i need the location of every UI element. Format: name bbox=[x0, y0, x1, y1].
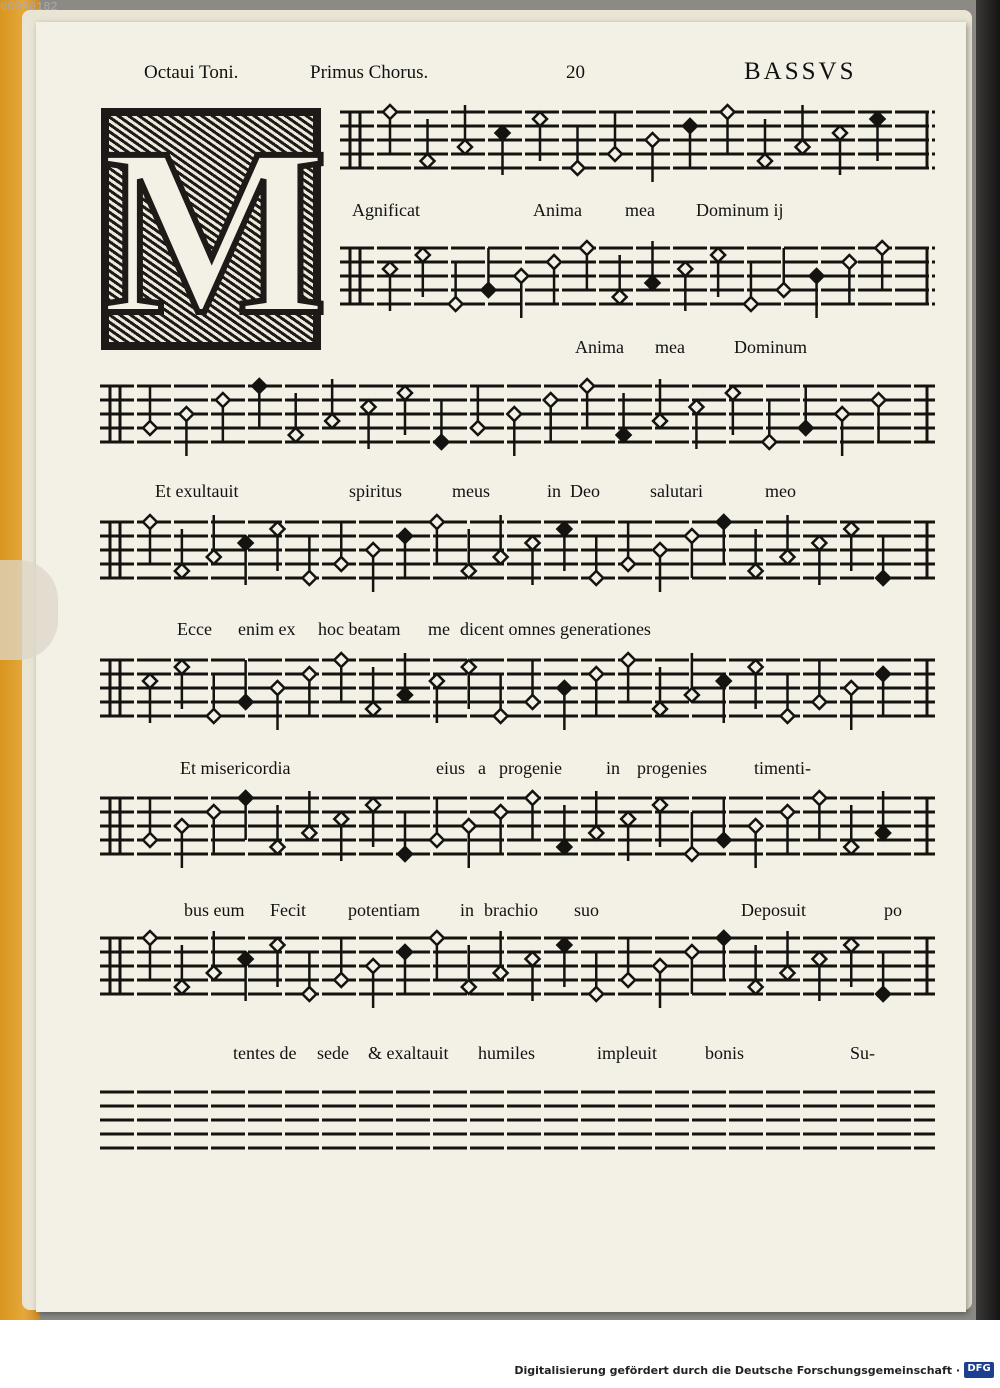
lyric-word: sede bbox=[317, 1043, 349, 1063]
note bbox=[252, 379, 266, 428]
note bbox=[685, 812, 699, 861]
lyric-word: Fecit bbox=[270, 900, 306, 920]
note bbox=[302, 667, 316, 716]
note bbox=[580, 379, 594, 428]
note bbox=[580, 241, 594, 290]
lyric-word: bonis bbox=[705, 1043, 745, 1063]
note bbox=[844, 681, 858, 730]
note bbox=[430, 931, 444, 980]
note bbox=[621, 938, 635, 987]
lyric-word: timenti- bbox=[754, 758, 811, 778]
lyric-word: progenies bbox=[637, 758, 707, 778]
lyric-word: meo bbox=[765, 481, 796, 501]
lyric-word: Anima bbox=[533, 200, 582, 220]
note bbox=[544, 393, 558, 442]
staff-8 bbox=[100, 1092, 935, 1148]
note bbox=[207, 674, 221, 723]
note bbox=[271, 681, 285, 730]
chorus-label: Primus Chorus. bbox=[310, 62, 429, 83]
note bbox=[430, 798, 444, 847]
lyric-word: Su- bbox=[850, 1043, 876, 1063]
note bbox=[717, 798, 731, 847]
lyric-word: enim ex bbox=[238, 619, 296, 639]
note bbox=[621, 522, 635, 571]
note bbox=[646, 133, 660, 182]
note bbox=[143, 798, 157, 847]
note bbox=[526, 791, 540, 840]
staff-7 bbox=[100, 931, 935, 1008]
note bbox=[398, 529, 412, 578]
lyric-word: eius bbox=[436, 758, 465, 778]
note bbox=[876, 536, 890, 585]
note bbox=[547, 255, 561, 304]
lyric-word: mea bbox=[655, 337, 685, 357]
lyric-word: spiritus bbox=[349, 481, 403, 501]
digitization-credit: Digitalisierung gefördert durch die Deutsche Forschungsgemeinschaft · bbox=[514, 1364, 960, 1377]
lyric-word: Et misericordia bbox=[180, 758, 291, 778]
tone-label: Octaui Toni. bbox=[144, 62, 239, 83]
note bbox=[494, 674, 508, 723]
note bbox=[302, 536, 316, 585]
note bbox=[366, 959, 380, 1008]
lyric-word: humiles bbox=[478, 1043, 535, 1063]
lyric-word: Deo bbox=[570, 481, 600, 501]
note bbox=[494, 805, 508, 854]
note bbox=[608, 112, 622, 161]
note bbox=[434, 400, 448, 449]
note bbox=[383, 105, 397, 154]
note bbox=[526, 660, 540, 709]
note bbox=[143, 515, 157, 564]
lyric-word: tentes de bbox=[233, 1043, 297, 1063]
note bbox=[239, 791, 253, 840]
note bbox=[717, 515, 731, 564]
lyric-word: me bbox=[428, 619, 450, 639]
scan-id: 00090182 bbox=[0, 0, 58, 14]
lyric-word: Dominum bbox=[734, 337, 808, 357]
note bbox=[366, 543, 380, 592]
page-number: 20 bbox=[566, 62, 585, 83]
lyric-word: bus eum bbox=[184, 900, 245, 920]
lyric-word: Deposuit bbox=[741, 900, 806, 920]
note bbox=[557, 681, 571, 730]
note bbox=[589, 536, 603, 585]
lyric-word: & exaltauit bbox=[368, 1043, 449, 1063]
note bbox=[683, 119, 697, 168]
note bbox=[398, 812, 412, 861]
initial-letter: M bbox=[101, 98, 328, 364]
lyric-word: potentiam bbox=[348, 900, 420, 920]
note bbox=[781, 674, 795, 723]
note bbox=[781, 805, 795, 854]
note bbox=[334, 522, 348, 571]
staff-4 bbox=[100, 515, 935, 592]
lyric-word: progenie bbox=[499, 758, 562, 778]
note bbox=[721, 105, 735, 154]
note bbox=[302, 952, 316, 1001]
note bbox=[589, 667, 603, 716]
dfg-logo bbox=[964, 1362, 994, 1378]
lyric-word: a bbox=[478, 758, 486, 778]
lyric-word: Dominum ij bbox=[696, 200, 784, 220]
note bbox=[449, 262, 463, 311]
note bbox=[685, 945, 699, 994]
note bbox=[471, 386, 485, 435]
lyric-word: Et exultauit bbox=[155, 481, 239, 501]
staff-2 bbox=[340, 241, 935, 318]
note bbox=[143, 386, 157, 435]
note bbox=[430, 515, 444, 564]
lyric-word: Agnificat bbox=[352, 200, 420, 220]
lyric-word: salutari bbox=[650, 481, 703, 501]
lyric-word: in bbox=[460, 900, 475, 920]
note bbox=[653, 543, 667, 592]
note bbox=[835, 407, 849, 456]
lyric-word: po bbox=[884, 900, 902, 920]
note bbox=[207, 805, 221, 854]
note bbox=[875, 241, 889, 290]
note bbox=[876, 952, 890, 1001]
staff-3 bbox=[100, 379, 935, 456]
note bbox=[143, 931, 157, 980]
note bbox=[589, 952, 603, 1001]
note bbox=[749, 819, 763, 868]
note bbox=[507, 407, 521, 456]
voice-label: BASSVS bbox=[744, 58, 857, 85]
note bbox=[571, 126, 585, 175]
note bbox=[462, 819, 476, 868]
note bbox=[762, 400, 776, 449]
note bbox=[239, 660, 253, 709]
lyric-word: hoc beatam bbox=[318, 619, 401, 639]
lyric-word: in bbox=[606, 758, 621, 778]
note bbox=[398, 945, 412, 994]
note bbox=[653, 959, 667, 1008]
note bbox=[621, 653, 635, 702]
note bbox=[812, 791, 826, 840]
lyric-word: in bbox=[547, 481, 562, 501]
note bbox=[810, 269, 824, 318]
note bbox=[872, 393, 886, 442]
note bbox=[481, 248, 495, 297]
lyric-word: Anima bbox=[575, 337, 624, 357]
note bbox=[175, 819, 189, 868]
note bbox=[334, 938, 348, 987]
note bbox=[744, 262, 758, 311]
lyric-word: dicent omnes generationes bbox=[460, 619, 651, 639]
note bbox=[216, 393, 230, 442]
lyric-word: suo bbox=[574, 900, 600, 920]
note bbox=[717, 931, 731, 980]
lyric-word: brachio bbox=[484, 900, 538, 920]
staff-1 bbox=[340, 105, 935, 182]
lyric-word: impleuit bbox=[597, 1043, 657, 1063]
lyric-word: Ecce bbox=[177, 619, 212, 639]
staff-6 bbox=[100, 791, 935, 868]
lyric-word: meus bbox=[452, 481, 490, 501]
note bbox=[842, 255, 856, 304]
note bbox=[876, 667, 890, 716]
note bbox=[334, 653, 348, 702]
note bbox=[685, 529, 699, 578]
footer-bar bbox=[0, 1320, 1000, 1388]
lyric-word: mea bbox=[625, 200, 655, 220]
note bbox=[777, 248, 791, 297]
dfg-logo-text: DFG bbox=[967, 1363, 991, 1374]
note bbox=[179, 407, 193, 456]
note bbox=[514, 269, 528, 318]
note bbox=[799, 386, 813, 435]
note bbox=[812, 660, 826, 709]
staff-5 bbox=[100, 653, 935, 730]
